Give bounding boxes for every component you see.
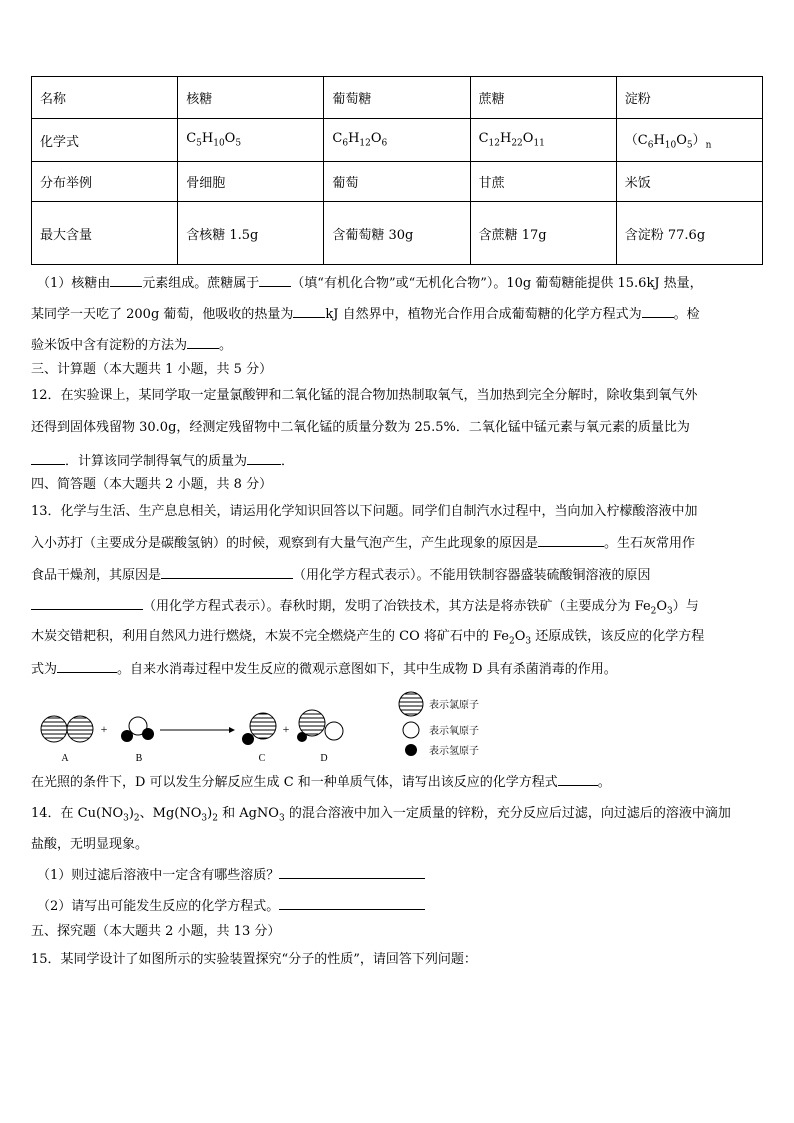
text-span: ．计算该同学制得氧气的质量为 [65,454,248,469]
plus-sign: + [100,722,108,736]
formula-cell [178,119,324,162]
subscript: 2 [509,636,515,647]
text-span: （填“有机化合物”或“无机化合物”）。10g 葡萄糖能提供 15.6kJ 热量， [291,276,703,291]
text-span: 。检 [673,307,700,322]
q12-line-2: 还得到固体残留物 30.0g，经测定残留物中二氧化锰的质量分数为 25.5%．二氧化锰中锰元素与氧元素的质量比为 [31,420,690,435]
q12-line-3 [31,452,294,471]
text-span: 式为 [31,662,58,677]
q14-sub-1 [37,866,425,885]
formula-symbol: O [370,131,382,147]
answer-blank[interactable] [31,452,65,465]
text-span: 。自来水消毒过程中发生反应的微观示意图如下，其中生成物 D 具有杀菌消毒的作用。 [117,662,617,677]
q13-line-3 [31,566,651,585]
formula-subscript: 5 [235,138,242,149]
chlorine-atom-icon [399,692,423,716]
subscript: 3 [667,606,673,617]
diagram-legend [395,688,505,760]
formula-subscript: 11 [533,138,545,149]
q13-line-1: 13．化学与生活、生产息息相关，请运用化学知识回答以下问题。同学们自制汽水过程中，当向加入柠檬酸溶液中加 [31,504,698,519]
q14-sub-2 [37,897,425,916]
text-span: ) [207,806,213,821]
q11-line-2 [31,305,700,324]
answer-blank[interactable] [57,660,117,673]
text-span: （2）请写出可能发生反应的化学方程式。 [37,899,280,914]
answer-blank[interactable] [642,305,674,318]
q11-line-3 [31,336,232,355]
answer-blank[interactable] [247,452,281,465]
table-cell: 葡萄 [324,162,470,202]
formula-subscript: 5 [686,140,693,151]
text-span: 、Mg(NO [139,806,202,821]
legend-hydrogen: 表示氢原子 [429,746,479,757]
sugar-table [31,76,763,265]
hydrogen-atom-icon [405,744,417,756]
text-span: 还原成铁，该反应的化学方程 [531,629,705,644]
q13-line-2 [31,534,695,553]
table-cell: 甘蔗 [470,162,616,202]
table-row [32,202,763,265]
answer-blank[interactable] [161,566,293,579]
table-row [32,162,763,202]
formula-subscript: 10 [664,140,677,151]
subscript: 2 [212,813,218,824]
q14-line-2: 盐酸，无明显现象。 [31,837,149,852]
text-span: 和 AgNO [217,806,279,821]
oxygen-atom-icon [403,722,419,738]
answer-blank[interactable] [31,597,143,610]
formula-subscript: n [705,140,712,151]
table-cell: 米饭 [616,162,762,202]
table-cell: 淀粉 [616,77,762,119]
table-cell: 含核糖 1.5g [178,202,324,265]
formula-cell [470,119,616,162]
formula-subscript: 10 [213,138,225,149]
text-span: ) [128,806,134,821]
q12-line-1: 12．在实验课上，某同学取一定量氯酸钾和二氧化锰的混合物加热制取氧气，当加热到完全分解时，除收集到氧气外 [31,388,698,403]
label-c: C [258,753,266,764]
answer-blank[interactable] [187,336,219,349]
text-span: ． [281,454,295,469]
table-cell: 蔗糖 [470,77,616,119]
formula-symbol: H [499,131,512,147]
subscript: 3 [201,813,208,824]
text-span: 入小苏打（主要成分是碳酸氢钠）的时候，观察到有大量气泡产生，产生此现象的原因是 [31,536,539,551]
text-span: 食品干燥剂，其原因是 [31,568,162,583]
formula-subscript: 12 [359,138,371,149]
table-cell: 核糖 [178,77,324,119]
section-heading: 四、简答题（本大题共 2 小题，共 8 分） [31,477,273,492]
molecule-b [121,717,154,742]
subscript: 3 [123,813,129,824]
section-heading: 三、计算题（本大题共 1 小题，共 5 分） [31,362,273,377]
formula-symbol: C [478,131,489,147]
formula-symbol: H [653,133,665,149]
text-span: （1）核糖由 [37,276,111,291]
legend-oxygen: 表示氧原子 [429,726,479,737]
q13-line-7 [31,773,611,792]
text-span: kJ 自然界中，植物光合作用合成葡萄糖的化学方程式为 [325,307,642,322]
formula-symbol: C [186,131,197,147]
q15-line-1: 15．某同学设计了如图所示的实验装置探究“分子的性质”，请回答下列问题： [31,952,477,967]
molecule-a [41,716,93,742]
table-cell: 最大含量 [32,202,178,265]
text-span: （1）则过滤后溶液中一定含有哪些溶质？ [37,868,280,883]
text-span: 在光照的条件下，D 可以发生分解反应生成 C 和一种单质气体，请写出该反应的化学方程式 [31,775,558,790]
answer-blank[interactable] [279,897,425,910]
molecule-d [297,710,343,742]
formula-symbol: C [332,131,343,147]
section-heading: 五、探究题（本大题共 2 小题，共 13 分） [31,924,281,939]
answer-blank[interactable] [259,274,291,287]
formula-cell [616,119,762,162]
table-row [32,77,763,119]
formula-symbol: O [522,131,534,147]
text-span: （用化学方程式表示）。春秋时期，发明了冶铁技术，其方法是将赤铁矿（主要成分为 Fe [143,599,651,614]
q13-line-4 [31,597,699,621]
text-span: 木炭交错耙积，利用自然风力进行燃烧，木炭不完全燃烧产生的 CO 将矿石中的 Fe [31,629,510,644]
formula-subscript: 6 [647,140,654,151]
table-cell: 化学式 [32,119,178,162]
legend-chlorine: 表示氯原子 [429,700,479,711]
table-cell: 葡萄糖 [324,77,470,119]
text-span: ）与 [672,599,699,614]
text-span: 。 [597,775,611,790]
formula-symbol: O [676,133,687,149]
table-cell: 含葡萄糖 30g [324,202,470,265]
q13-line-6 [31,660,617,679]
formula-symbol: H [201,131,214,147]
reaction-arrow [160,727,235,733]
formula-subscript: 22 [511,138,523,149]
answer-blank[interactable] [538,534,604,547]
formula-subscript: 6 [381,138,388,149]
formula-cell [324,119,470,162]
q13-line-5 [31,628,704,651]
subscript: 3 [525,636,532,647]
table-cell: 含淀粉 77.6g [616,202,762,265]
answer-blank[interactable] [279,866,425,879]
text-span: 14．在 Cu(NO [31,806,124,821]
formula-symbol: H [348,131,360,147]
label-d: D [320,753,328,764]
formula-subscript: 12 [488,138,500,149]
q11-line-1 [37,274,703,293]
plus-sign: + [282,722,290,736]
text-span: O [656,599,668,614]
table-cell: 含蔗糖 17g [470,202,616,265]
answer-blank[interactable] [293,305,325,318]
label-a: A [61,753,69,764]
answer-blank[interactable] [110,274,142,287]
table-row [32,119,763,162]
formula-symbol: （C [624,133,648,149]
molecule-c [242,713,276,745]
text-span: 。 [219,338,233,353]
text-span: O [514,629,526,644]
table-cell: 骨细胞 [178,162,324,202]
subscript: 2 [133,813,140,824]
text-span: 某同学一天吃了 200g 葡萄，他吸收的热量为 [31,307,294,322]
text-span: 。生石灰常用作 [604,536,696,551]
table-cell: 分布举例 [32,162,178,202]
subscript: 3 [278,813,285,824]
text-span: （用化学方程式表示）。不能用铁制容器盛装硫酸铜溶液的原因 [293,568,651,583]
subscript: 2 [650,606,657,617]
text-span: 的混合溶液中加入一定质量的锌粉，充分反应后过滤，向过滤后的溶液中滴加 [284,806,731,821]
text-span: 元素组成。蔗糖属于 [142,276,260,291]
formula-subscript: 6 [342,138,349,149]
label-b: B [135,753,143,764]
formula-subscript: 5 [196,138,202,149]
text-span: 验米饭中含有淀粉的方法为 [31,338,188,353]
answer-blank[interactable] [558,773,598,786]
formula-symbol: ） [692,133,706,149]
q14-line-1 [31,805,731,828]
table-cell: 名称 [32,77,178,119]
formula-symbol: O [224,131,236,147]
